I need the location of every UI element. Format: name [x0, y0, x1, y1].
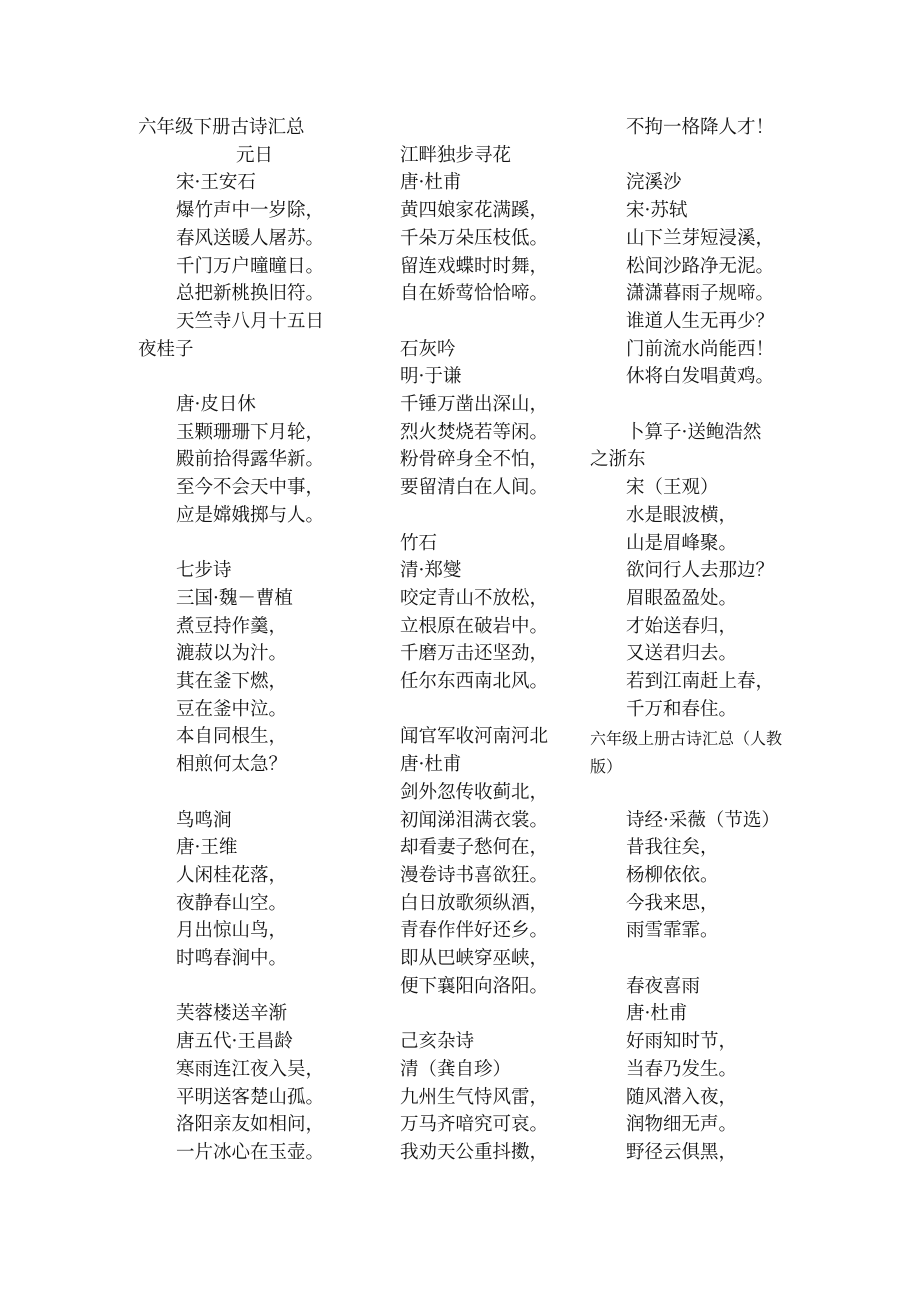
text-line: 诗经·采薇（节选） [626, 809, 780, 831]
text-line: 白日放歌须纵酒， [400, 892, 549, 914]
text-line: 元日 [236, 144, 274, 166]
text-line: 随风潜入夜， [626, 1086, 738, 1108]
text-line: 平明送客楚山孤。 [176, 1086, 325, 1108]
text-line: 好雨知时节， [626, 1031, 738, 1053]
text-line: 总把新桃换旧符。 [176, 283, 325, 305]
text-line: 三国·魏－曹植 [176, 587, 293, 609]
text-line: 才始送春归， [626, 615, 738, 637]
text-line: 山是眉峰聚。 [626, 532, 738, 554]
text-line: 黄四娘家花满蹊， [400, 200, 549, 222]
text-line: 江畔独步寻花 [400, 144, 512, 166]
text-line: 至今不会天中事， [176, 477, 325, 499]
text-line: 千万和春住。 [626, 698, 738, 720]
text-line: 六年级下册古诗汇总 [138, 117, 305, 138]
text-line: 我劝天公重抖擞， [400, 1141, 549, 1163]
text-line: 千朵万朵压枝低。 [400, 227, 549, 249]
text-line: 时鸣春涧中。 [176, 948, 288, 969]
text-line: 闻官军收河南河北 [400, 726, 549, 748]
text-line: 一片冰心在玉壶。 [176, 1141, 325, 1163]
text-line: 本自同根生， [176, 726, 288, 748]
text-line: 不拘一格降人才！ [626, 117, 775, 138]
text-line: 浣溪沙 [626, 172, 682, 194]
text-line: 七步诗 [176, 560, 232, 582]
text-line: 要留清白在人间。 [400, 477, 549, 499]
text-line: 杨柳依依。 [626, 864, 719, 886]
text-line: 又送君归去。 [626, 643, 738, 665]
text-line: 即从巴峡穿巫峡， [400, 948, 549, 969]
text-line: 之浙东 [590, 449, 646, 471]
text-line: 野径云俱黑， [626, 1141, 738, 1163]
text-line: 烈火焚烧若等闲。 [400, 421, 549, 443]
text-line: 咬定青山不放松， [400, 587, 549, 609]
text-line: 便下襄阳向洛阳。 [400, 975, 549, 997]
text-line: 殿前拾得露华新。 [176, 449, 325, 471]
text-line: 若到江南赶上春， [626, 671, 775, 692]
text-line: 煮豆持作羹， [176, 615, 288, 637]
text-line: 任尔东西南北风。 [400, 671, 549, 692]
text-line: 万马齐喑究可哀。 [400, 1114, 549, 1136]
text-line: 己亥杂诗 [400, 1031, 475, 1053]
text-line: 千门万户曈曈日。 [176, 255, 325, 277]
text-line: 唐·皮日休 [176, 394, 256, 415]
text-line: 清·郑燮 [400, 560, 462, 582]
text-line: 千锤万凿出深山， [400, 394, 549, 415]
text-line: 粉骨碎身全不怕， [400, 449, 549, 471]
text-line: 洛阳亲友如相问， [176, 1114, 325, 1136]
text-line: 玉颗珊珊下月轮， [176, 421, 325, 443]
text-line: 留连戏蝶时时舞， [400, 255, 549, 277]
text-line: 漉菽以为汁。 [176, 643, 288, 665]
text-line: 雨雪霏霏。 [626, 920, 719, 942]
text-line: 谁道人生无再少？ [626, 310, 775, 332]
text-line: 润物细无声。 [626, 1114, 738, 1136]
text-line: 眉眼盈盈处。 [626, 587, 738, 609]
text-line: 山下兰芽短浸溪， [626, 227, 775, 249]
text-line: 人闲桂花落， [176, 864, 288, 886]
text-line: 唐·杜甫 [400, 754, 462, 776]
text-line: 水是眼波横， [626, 504, 738, 526]
text-line: 宋（王观） [626, 477, 719, 499]
text-line: 芙蓉楼送辛渐 [176, 1003, 288, 1025]
text-line: 应是嫦娥掷与人。 [176, 504, 325, 526]
text-line: 石灰吟 [400, 338, 456, 360]
text-line: 剑外忽传收蓟北， [400, 781, 549, 803]
text-line: 萁在釜下燃， [176, 671, 288, 692]
text-line: 夜静春山空。 [176, 892, 288, 914]
text-line: 六年级上册古诗汇总（人教 [590, 729, 783, 749]
text-line: 春夜喜雨 [626, 975, 701, 997]
text-line: 唐·杜甫 [400, 172, 462, 194]
text-line: 青春作伴好还乡。 [400, 920, 549, 942]
text-line: 潇潇暮雨子规啼。 [626, 283, 775, 305]
text-line: 版） [590, 757, 623, 777]
text-line: 千磨万击还坚劲， [400, 643, 549, 665]
text-line: 春风送暖人屠苏。 [176, 227, 325, 249]
text-line: 漫卷诗书喜欲狂。 [400, 864, 549, 886]
text-line: 卜算子·送鲍浩然 [626, 421, 762, 443]
text-line: 欲问行人去那边？ [626, 560, 775, 582]
text-line: 唐·王维 [176, 837, 238, 859]
text-line: 立根原在破岩中。 [400, 615, 549, 637]
text-line: 休将白发唱黄鸡。 [626, 366, 775, 388]
text-line: 九州生气恃风雷， [400, 1086, 549, 1108]
text-line: 唐·杜甫 [626, 1003, 688, 1025]
text-line: 昔我往矣， [626, 837, 719, 859]
text-line: 初闻涕泪满衣裳。 [400, 809, 549, 831]
text-line: 夜桂子 [138, 338, 194, 360]
text-line: 清（龚自珍） [400, 1058, 512, 1080]
text-line: 今我来思， [626, 892, 719, 914]
text-line: 当春乃发生。 [626, 1058, 738, 1080]
text-line: 爆竹声中一岁除， [176, 200, 325, 222]
text-line: 竹石 [400, 532, 438, 554]
text-line: 门前流水尚能西！ [626, 338, 775, 360]
text-line: 自在娇莺恰恰啼。 [400, 283, 549, 305]
text-line: 豆在釜中泣。 [176, 698, 288, 720]
text-line: 却看妻子愁何在， [400, 837, 549, 859]
text-line: 寒雨连江夜入吴， [176, 1058, 325, 1080]
text-line: 相煎何太急？ [176, 754, 288, 776]
text-line: 鸟鸣涧 [176, 809, 232, 831]
text-line: 天竺寺八月十五日 [176, 310, 325, 332]
text-line: 松间沙路净无泥。 [626, 255, 775, 277]
text-line: 宋·苏轼 [626, 200, 688, 222]
text-line: 唐五代·王昌龄 [176, 1031, 293, 1053]
text-line: 明·于谦 [400, 366, 462, 388]
text-line: 宋·王安石 [176, 172, 256, 194]
text-line: 月出惊山鸟， [176, 920, 288, 942]
